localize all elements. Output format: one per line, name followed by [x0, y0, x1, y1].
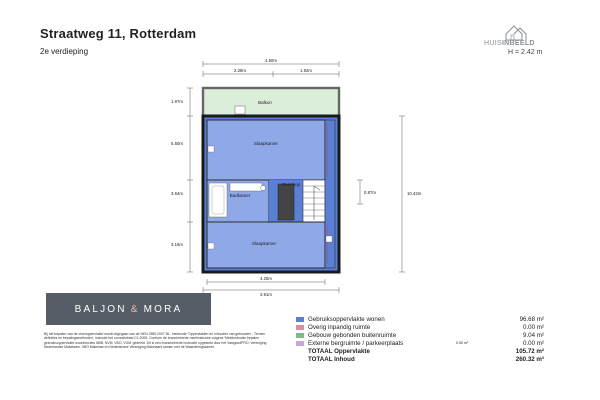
dim-top-total: 4.50m [265, 58, 277, 63]
legend-swatch [296, 333, 304, 338]
brand-name: HUISINBEELD [484, 40, 535, 47]
area-legend [296, 316, 548, 364]
total-area-row: TOTAAL Oppervlakte 105.72 m² [308, 348, 544, 355]
bedroom-top [207, 120, 325, 180]
legend-item: Overig inpandig ruimte 0.00 m² [296, 324, 548, 332]
room-label-slaapkamer-bottom: Slaapkamer [251, 241, 277, 246]
dim-left-1: 1.97m [171, 99, 183, 104]
legend-swatch [296, 317, 304, 322]
agency-logo: BALJON & MORA [46, 293, 211, 325]
room-label-overloop: Overloop [281, 182, 301, 187]
room-label-balkon: Balkon [258, 100, 272, 105]
legend-swatch [296, 325, 304, 330]
dim-top-right: 1.92m [300, 68, 312, 73]
dim-top-left: 2.28m [234, 68, 246, 73]
legend-item: Externe bergruimte / parkeerplaats 0.00 m² 0.00 m² [296, 340, 548, 348]
ceiling-height: H = 2.42 m [508, 49, 543, 56]
dim-right-total: 10.42m [407, 191, 422, 196]
dim-right-inner: 0.87m [364, 190, 376, 195]
dim-left-2: 5.50m [171, 141, 183, 146]
floor-label: 2e verdieping [40, 47, 89, 56]
dim-bottom-inner: 4.25m [260, 276, 272, 281]
legend-item: Gebruiksoppervlakte wonen 96.68 m² [296, 316, 548, 324]
legend-item: Gebouw gebonden buitenruimte 9.04 m² [296, 332, 548, 340]
legend-swatch [296, 341, 304, 346]
dim-left-4: 3.16m [171, 242, 183, 247]
dim-left-3: 3.64m [171, 191, 183, 196]
dim-bottom-total: 3.91m [260, 292, 272, 297]
measurement-disclaimer: Bij het bepalen van de vloeroppervlakte wordt uitgegaan van de NEN 2580:2007 NL: meetcode 'Oppervlakten en inhouden van gebouwen - Termen definities en bepalingsmethoden', inclusief het correctieblad C1:2008. Conform de branchebrede meetinstructie volgens 'Meetinstructie bepalen gebruiksoppervlakte woonfuncties NBB, NVM, VBO, VGM' gedeeld. Dit is een branchebrede instructie opgesteld door het VastgoedPRO, Vereniging Nederlandse Makelaars, VBO Makelaar en Nederlandse Vereniging Makelaars samen met de Waarderingskamer. [44, 332, 267, 349]
room-label-badkamer: Badkamer [229, 193, 251, 198]
total-volume-row: TOTAAL Inhoud 260.32 m³ [308, 356, 544, 363]
page-title: Straatweg 11, Rotterdam [40, 26, 197, 41]
stairs [303, 180, 325, 222]
room-label-slaapkamer-top: Slaapkamer [253, 141, 279, 146]
